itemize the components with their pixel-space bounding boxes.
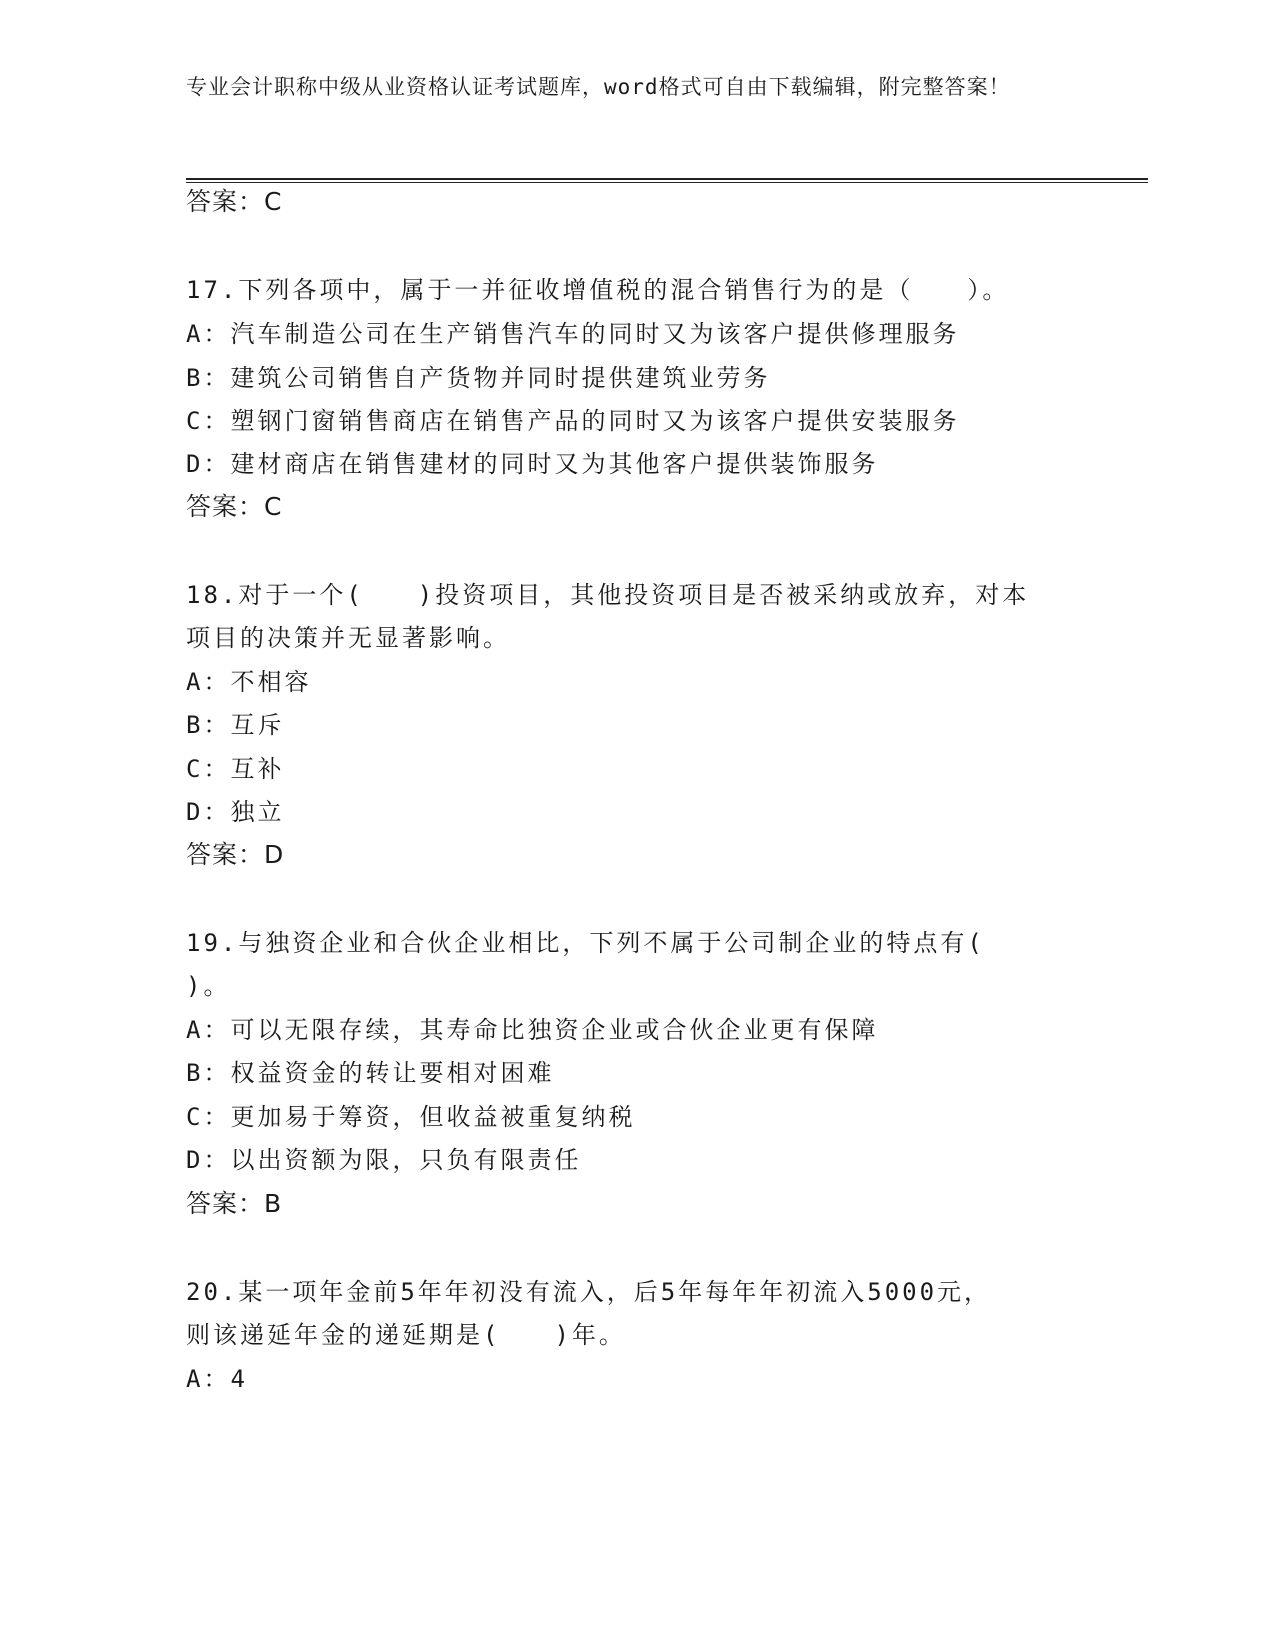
question-18-stem-line-1: 18.对于一个( )投资项目，其他投资项目是否被采纳或放弃，对本 (186, 581, 1030, 609)
question-17-answer: 答案：C (186, 492, 283, 521)
question-19-option-b: B：权益资金的转让要相对困难 (186, 1059, 555, 1087)
question-20-stem-line-1: 20.某一项年金前5年年初没有流入，后5年每年年初流入5000元， (186, 1278, 992, 1306)
question-19-option-c: C：更加易于筹资，但收益被重复纳税 (186, 1103, 636, 1131)
question-19-stem-line-2: )。 (186, 972, 231, 1000)
question-18-option-a: A：不相容 (186, 668, 312, 696)
question-18-stem-line-2: 项目的决策并无显著影响。 (186, 624, 510, 652)
question-17-option-b: B：建筑公司销售自产货物并同时提供建筑业劳务 (186, 364, 771, 392)
question-19-stem-line-1: 19.与独资企业和合伙企业相比，下列不属于公司制企业的特点有( (186, 929, 985, 957)
question-18-option-b: B：互斥 (186, 711, 285, 739)
question-19-answer: 答案：B (186, 1189, 283, 1218)
previous-answer: 答案：C (186, 187, 283, 216)
question-17-stem: 17.下列各项中，属于一并征收增值税的混合销售行为的是（ ）。 (186, 276, 1010, 304)
question-19-option-a: A：可以无限存续，其寿命比独资企业或合伙企业更有保障 (186, 1016, 879, 1044)
question-20-option-a: A：4 (186, 1365, 248, 1393)
question-18-answer: 答案：D (186, 840, 285, 869)
question-17-option-c: C：塑钢门窗销售商店在销售产品的同时又为该客户提供安装服务 (186, 407, 960, 435)
question-17-option-d: D：建材商店在销售建材的同时又为其他客户提供装饰服务 (186, 450, 879, 478)
question-20-stem-line-2: 则该递延年金的递延期是( )年。 (186, 1321, 626, 1349)
question-18-option-c: C：互补 (186, 755, 285, 783)
question-18-option-d: D：独立 (186, 798, 285, 826)
header-text: 专业会计职称中级从业资格认证考试题库，word格式可自由下载编辑，附完整答案！ (186, 75, 1011, 99)
question-17-option-a: A：汽车制造公司在生产销售汽车的同时又为该客户提供修理服务 (186, 320, 960, 348)
header-divider (186, 178, 1148, 183)
document-header (186, 72, 1066, 103)
question-19-option-d: D：以出资额为限，只负有限责任 (186, 1146, 582, 1174)
